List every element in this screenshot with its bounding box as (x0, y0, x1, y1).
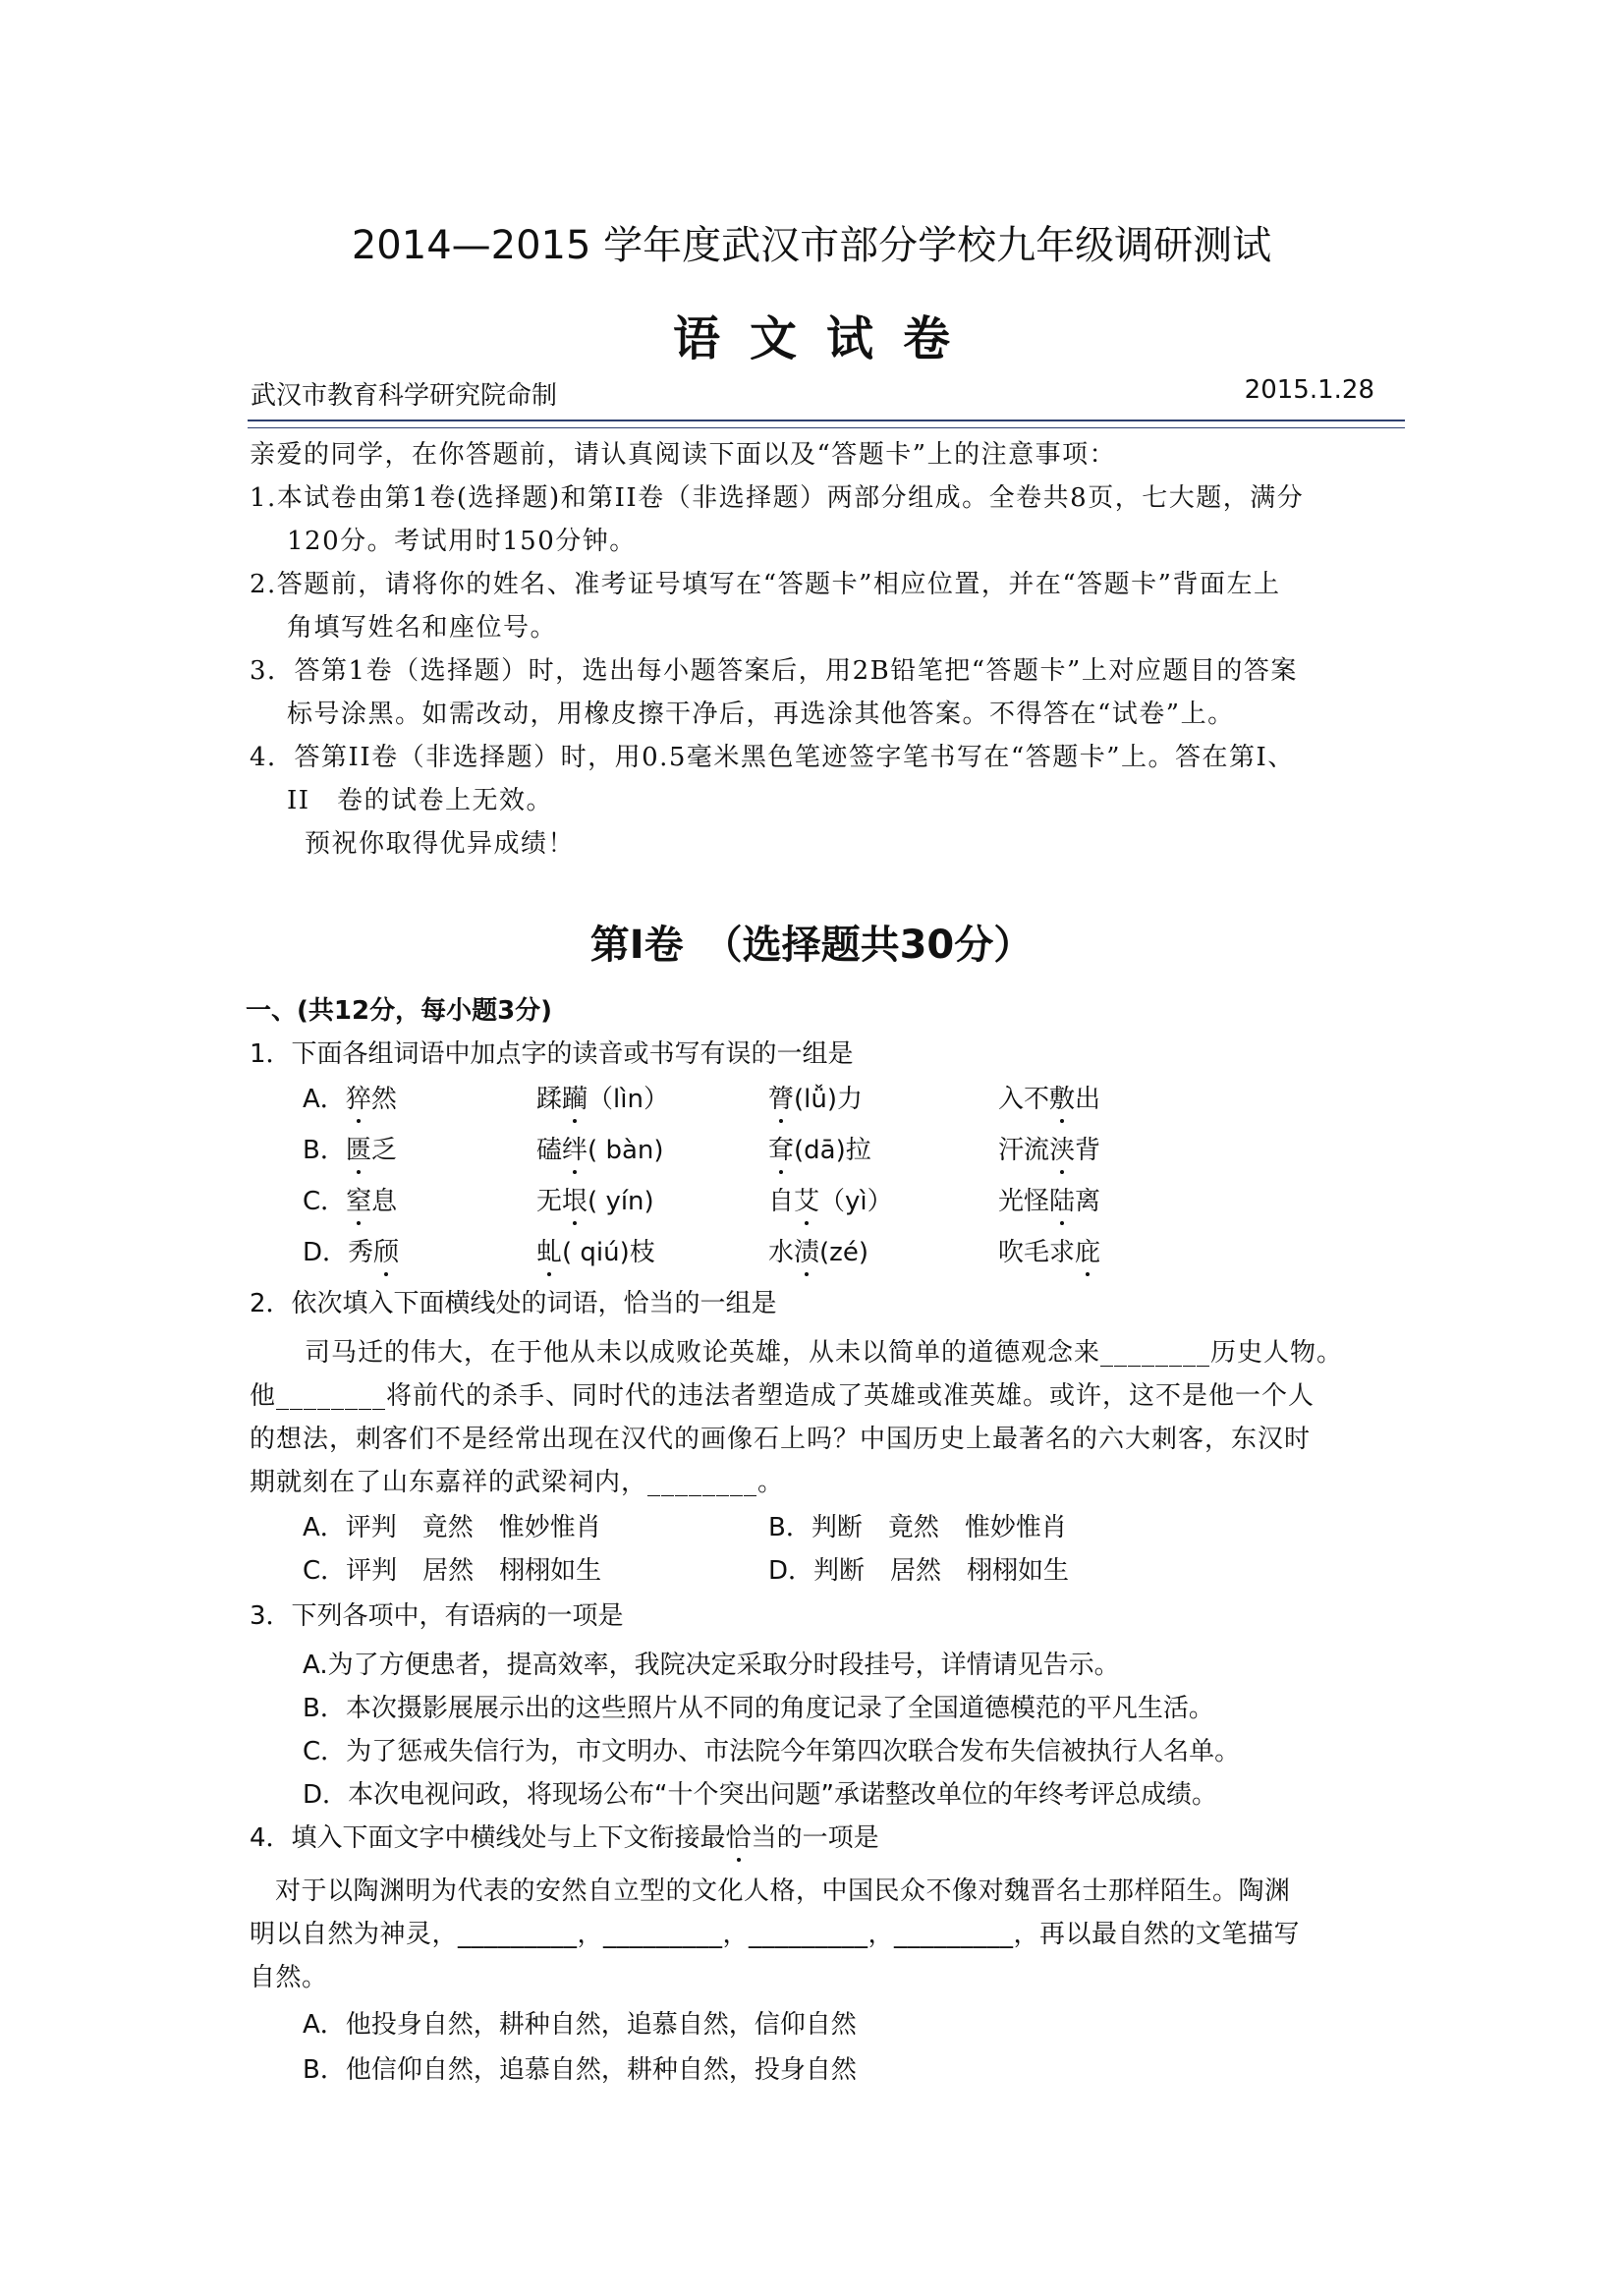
q2-option-a: A．评判 竟然 惟妙惟肖 (303, 1513, 601, 1542)
notice-line: 1.本试卷由第1卷(选择题)和第II卷（非选择题）两部分组成。全卷共8页，七大题，满分 (250, 483, 1305, 513)
q1-stem: 1．下面各组词语中加点字的读音或书写有误的一组是 (250, 1039, 854, 1069)
notice-line: 角填写姓名和座位号。 (287, 613, 558, 643)
header-rule (248, 420, 1405, 421)
header-rule-thin (248, 427, 1405, 428)
q1-a-2: 蹂躏（lìn） (536, 1079, 669, 1115)
q4-stem: 4．填入下面文字中横线处与上下文衔接最恰当的一项是 (250, 1818, 879, 1854)
q3-option-a: A.为了方便患者，提高效率，我院决定采取分时段挂号，详情请见告示。 (303, 1651, 1120, 1680)
q2-passage-line: 的想法，刺客们不是经常出现在汉代的画像石上吗？中国历史上最著名的六大刺客，东汉时 (250, 1425, 1312, 1454)
notice-line: 3．答第1卷（选择题）时，选出每小题答案后，用2B铅笔把“答题卡”上对应题目的答案 (250, 656, 1298, 686)
q1-b-3: 耷(dā)拉 (768, 1130, 871, 1166)
q2-passage-line: 期就刻在了山东嘉祥的武梁祠内，________。 (250, 1468, 785, 1497)
q1-b-2: 磕绊( bàn) (536, 1130, 664, 1166)
issuer: 武汉市教育科学研究院命制 (251, 381, 558, 411)
notice-line: 4．答第II卷（非选择题）时，用0.5毫米黑色笔迹签字笔书写在“答题卡”上。答在第I、 (250, 743, 1295, 772)
section-heading: 第I卷 （选择题共30分） (589, 923, 1034, 968)
q1-d-3: 水渍(zé) (768, 1232, 868, 1268)
notice-closing: 预祝你取得优异成绩！ (305, 829, 576, 859)
q1-c-2: 无垠( yín) (536, 1181, 654, 1217)
part-one-heading: 一、(共12分，每小题3分) (246, 996, 553, 1026)
q4-passage-line: 明以自然为神灵，_________，_________，_________，_________，再以最自然的文笔描写 (250, 1920, 1301, 1949)
q2-stem: 2．依次填入下面横线处的词语，恰当的一组是 (250, 1289, 777, 1318)
q1-d-1: D．秀颀 (303, 1232, 399, 1268)
q3-option-b: B．本次摄影展展示出的这些照片从不同的角度记录了全国道德模范的平凡生活。 (303, 1694, 1214, 1723)
q1-a-1: A．猝然 (303, 1079, 397, 1115)
q2-option-b: B．判断 竟然 惟妙惟肖 (768, 1513, 1067, 1542)
notice-line: 120分。考试用时150分钟。 (287, 527, 637, 556)
q1-c-4: 光怪陆离 (998, 1181, 1100, 1217)
q1-d-4: 吹毛求庇 (998, 1232, 1100, 1268)
q1-d-2: 虬( qiú)枝 (536, 1232, 655, 1268)
q2-passage-line: 他________将前代的杀手、同时代的违法者塑造成了英雄或准英雄。或许，这不是他一个人 (250, 1381, 1315, 1411)
q1-c-3: 自艾（yì） (768, 1181, 893, 1217)
q3-option-c: C．为了惩戒失信行为，市文明办、市法院今年第四次联合发布失信被执行人名单。 (303, 1737, 1241, 1766)
q2-option-d: D．判断 居然 栩栩如生 (768, 1556, 1070, 1586)
q4-option-b: B．他信仰自然，追慕自然，耕种自然，投身自然 (303, 2055, 857, 2085)
notice-line: 2.答题前，请将你的姓名、准考证号填写在“答题卡”相应位置，并在“答题卡”背面左上 (250, 570, 1281, 599)
q3-stem: 3．下列各项中，有语病的一项是 (250, 1601, 624, 1631)
q1-b-1: B．匮乏 (303, 1130, 397, 1166)
notice-line: 标号涂黑。如需改动，用橡皮擦干净后，再选涂其他答案。不得答在“试卷”上。 (287, 700, 1235, 729)
notice-intro: 亲爱的同学，在你答题前，请认真阅读下面以及“答题卡”上的注意事项： (250, 440, 1117, 470)
exam-subtitle: 语文试卷 (672, 311, 979, 366)
issue-date: 2015.1.28 (1244, 375, 1374, 405)
exam-title: 2014—2015 学年度武汉市部分学校九年级调研测试 (351, 223, 1272, 268)
q4-option-a: A．他投身自然，耕种自然，追慕自然，信仰自然 (303, 2010, 857, 2040)
q4-passage-line: 对于以陶渊明为代表的安然自立型的文化人格，中国民众不像对魏晋名士那样陌生。陶渊 (275, 1876, 1291, 1906)
q1-b-4: 汗流浃背 (998, 1130, 1100, 1166)
q1-a-3: 膂(lǚ)力 (768, 1079, 863, 1115)
q1-c-1: C．窒息 (303, 1181, 397, 1217)
q4-passage-line: 自然。 (250, 1963, 328, 1992)
q1-a-4: 入不敷出 (998, 1079, 1100, 1115)
q2-option-c: C．评判 居然 栩栩如生 (303, 1556, 602, 1586)
notice-line: II 卷的试卷上无效。 (287, 786, 554, 815)
q3-option-d: D．本次电视问政，将现场公布“十个突出问题”承诺整改单位的年终考评总成绩。 (303, 1780, 1217, 1810)
q2-passage-line: 司马迁的伟大，在于他从未以成败论英雄，从未以简单的道德观念来________历史人物。 (305, 1338, 1344, 1368)
